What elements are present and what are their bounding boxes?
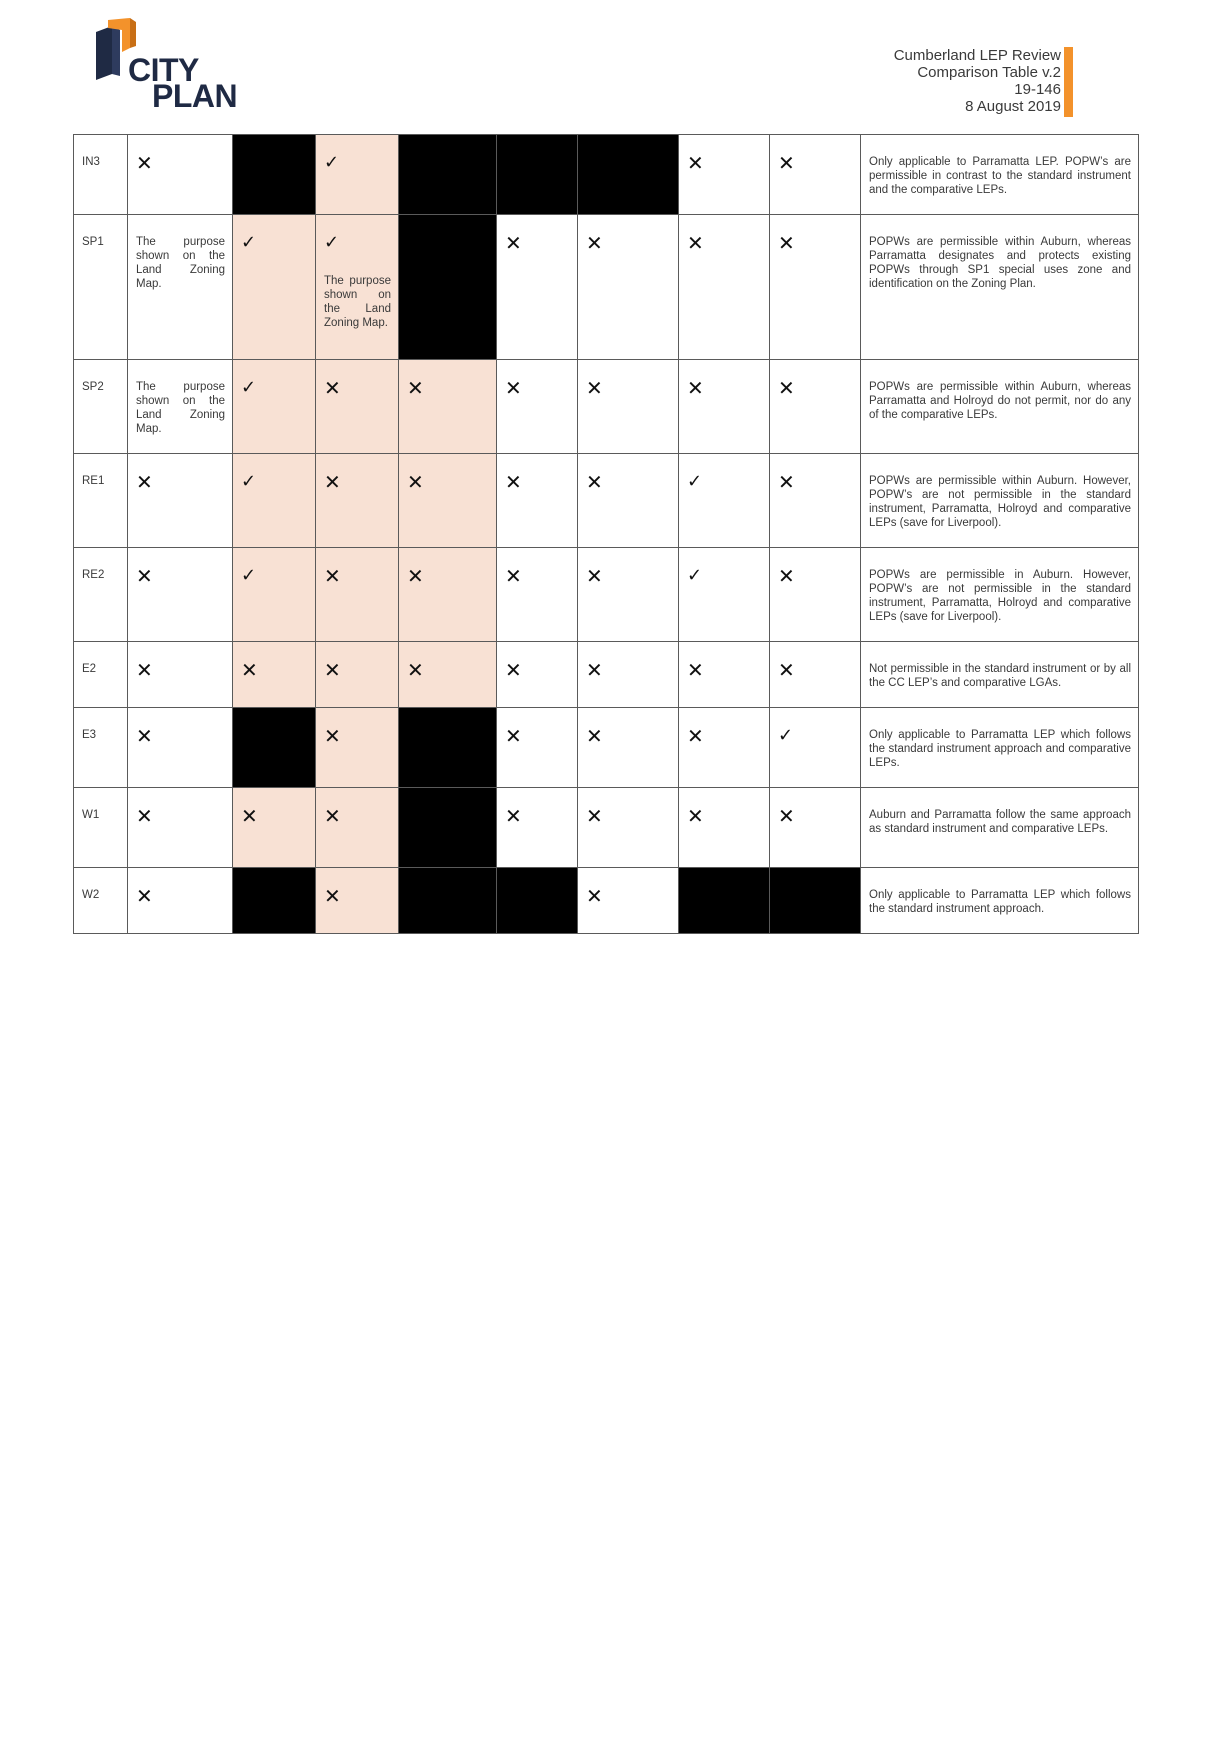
not-applicable-cell xyxy=(233,708,316,788)
document-header xyxy=(894,47,1061,115)
zone-code-cell: IN3 xyxy=(74,135,128,215)
not-applicable-cell xyxy=(770,868,861,934)
cross-icon: ✕ xyxy=(586,884,603,908)
cross-icon: ✕ xyxy=(324,724,341,748)
permissibility-cell xyxy=(399,360,497,454)
permissibility-cell xyxy=(128,868,233,934)
permissibility-cell xyxy=(679,135,770,215)
comment-cell: Only applicable to Parramatta LEP which follows the standard instrument approach. xyxy=(861,868,1139,934)
permissibility-cell xyxy=(679,454,770,548)
cross-icon: ✕ xyxy=(586,724,603,748)
cross-icon: ✕ xyxy=(687,376,704,400)
cross-icon: ✕ xyxy=(407,376,424,400)
cross-icon: ✕ xyxy=(324,884,341,908)
cross-icon: ✕ xyxy=(241,658,258,682)
permissibility-cell xyxy=(399,454,497,548)
cross-icon: ✕ xyxy=(586,470,603,494)
permissibility-cell xyxy=(128,454,233,548)
permissibility-cell xyxy=(128,788,233,868)
permissibility-cell xyxy=(316,454,399,548)
cross-icon: ✕ xyxy=(778,804,795,828)
permissibility-cell xyxy=(233,360,316,454)
not-applicable-cell xyxy=(233,868,316,934)
table-row xyxy=(74,135,1139,215)
not-applicable-cell xyxy=(497,868,578,934)
permissibility-cell xyxy=(316,135,399,215)
cross-icon: ✕ xyxy=(586,376,603,400)
cross-icon: ✕ xyxy=(136,470,153,494)
cross-icon: ✕ xyxy=(778,658,795,682)
comment-cell: Auburn and Parramatta follow the same approach as standard instrument and comparative LEPs. xyxy=(861,788,1139,868)
zone-code-cell: SP1 xyxy=(74,215,128,360)
zone-code-cell: RE2 xyxy=(74,548,128,642)
cross-icon: ✕ xyxy=(778,151,795,175)
cross-icon: ✕ xyxy=(687,231,704,255)
cross-icon: ✕ xyxy=(407,658,424,682)
cross-icon: ✕ xyxy=(324,804,341,828)
tick-icon: ✓ xyxy=(241,565,257,586)
cross-icon: ✕ xyxy=(136,804,153,828)
tick-icon: ✓ xyxy=(241,232,257,253)
permissibility-cell xyxy=(233,215,316,360)
cell-text: The purpose shown on the Land Zoning Map. xyxy=(324,275,391,329)
logo-word-city: CITY xyxy=(128,52,199,88)
zone-code-cell: W2 xyxy=(74,868,128,934)
permissibility-cell xyxy=(497,215,578,360)
table-row xyxy=(74,788,1139,868)
header-accent-bar xyxy=(1064,47,1073,117)
permissibility-cell xyxy=(128,548,233,642)
cross-icon: ✕ xyxy=(505,804,522,828)
permissibility-cell xyxy=(497,708,578,788)
tick-icon: ✓ xyxy=(687,565,703,586)
cross-icon: ✕ xyxy=(136,658,153,682)
permissibility-cell xyxy=(578,215,679,360)
permissibility-cell xyxy=(679,548,770,642)
cross-icon: ✕ xyxy=(407,470,424,494)
permissibility-cell xyxy=(679,642,770,708)
tick-icon: ✓ xyxy=(324,152,340,173)
permissibility-cell xyxy=(128,360,233,454)
cross-icon: ✕ xyxy=(505,564,522,588)
cross-icon: ✕ xyxy=(586,231,603,255)
permissibility-cell xyxy=(770,788,861,868)
not-applicable-cell xyxy=(399,708,497,788)
cross-icon: ✕ xyxy=(505,470,522,494)
cross-icon: ✕ xyxy=(136,724,153,748)
not-applicable-cell xyxy=(497,135,578,215)
permissibility-cell xyxy=(578,548,679,642)
table-row xyxy=(74,360,1139,454)
permissibility-cell xyxy=(233,788,316,868)
permissibility-cell xyxy=(316,788,399,868)
permissibility-cell xyxy=(578,788,679,868)
zone-code-cell: W1 xyxy=(74,788,128,868)
cross-icon: ✕ xyxy=(505,376,522,400)
permissibility-cell xyxy=(770,454,861,548)
table-row xyxy=(74,868,1139,934)
zone-code-cell: E3 xyxy=(74,708,128,788)
permissibility-cell xyxy=(770,215,861,360)
city-plan-logo xyxy=(90,18,250,114)
permissibility-cell xyxy=(316,708,399,788)
permissibility-cell xyxy=(578,708,679,788)
comment-cell: Only applicable to Parramatta LEP. POPW’s are permissible in contrast to the standard instrument and the comparative LEPs. xyxy=(861,135,1139,215)
cross-icon: ✕ xyxy=(778,470,795,494)
tick-icon: ✓ xyxy=(241,377,257,398)
permissibility-cell xyxy=(578,642,679,708)
tick-icon: ✓ xyxy=(778,725,794,746)
not-applicable-cell xyxy=(399,135,497,215)
permissibility-cell xyxy=(399,642,497,708)
not-applicable-cell xyxy=(399,868,497,934)
not-applicable-cell xyxy=(679,868,770,934)
permissibility-cell xyxy=(128,642,233,708)
permissibility-cell xyxy=(128,708,233,788)
not-applicable-cell xyxy=(399,788,497,868)
permissibility-cell xyxy=(233,548,316,642)
permissibility-cell xyxy=(316,868,399,934)
cross-icon: ✕ xyxy=(505,231,522,255)
cross-icon: ✕ xyxy=(324,470,341,494)
permissibility-cell xyxy=(770,548,861,642)
cross-icon: ✕ xyxy=(324,376,341,400)
tick-icon: ✓ xyxy=(687,471,703,492)
cross-icon: ✕ xyxy=(136,884,153,908)
cross-icon: ✕ xyxy=(407,564,424,588)
permissibility-cell xyxy=(497,360,578,454)
permissibility-cell xyxy=(399,548,497,642)
header-version: Comparison Table v.2 xyxy=(917,64,1061,81)
not-applicable-cell xyxy=(578,135,679,215)
permissibility-cell xyxy=(316,642,399,708)
permissibility-cell xyxy=(233,454,316,548)
cell-text: The purpose shown on the Land Zoning Map. xyxy=(136,381,225,435)
permissibility-cell xyxy=(128,135,233,215)
cross-icon: ✕ xyxy=(778,564,795,588)
header-reference: 19-146 xyxy=(1014,81,1061,98)
permissibility-cell xyxy=(770,135,861,215)
table-row xyxy=(74,454,1139,548)
cross-icon: ✕ xyxy=(687,804,704,828)
permissibility-cell xyxy=(316,360,399,454)
tick-icon: ✓ xyxy=(324,232,340,253)
zone-code-cell: E2 xyxy=(74,642,128,708)
cross-icon: ✕ xyxy=(586,804,603,828)
comment-cell: Not permissible in the standard instrument or by all the CC LEP’s and comparative LGAs. xyxy=(861,642,1139,708)
permissibility-cell xyxy=(233,642,316,708)
comment-cell: POPWs are permissible within Auburn, whereas Parramatta and Holroyd do not permit, nor do any of the comparative LEPs. xyxy=(861,360,1139,454)
comment-cell: POPWs are permissible within Auburn, whereas Parramatta designates and protects existing POPWs through SP1 special uses zone and identification on the Zoning Plan. xyxy=(861,215,1139,360)
comparison-table xyxy=(73,134,1139,934)
table-row xyxy=(74,642,1139,708)
cross-icon: ✕ xyxy=(136,564,153,588)
header-title: Cumberland LEP Review xyxy=(893,47,1061,64)
permissibility-cell xyxy=(316,548,399,642)
zone-code-cell: SP2 xyxy=(74,360,128,454)
permissibility-cell xyxy=(679,215,770,360)
permissibility-cell xyxy=(679,708,770,788)
cross-icon: ✕ xyxy=(586,564,603,588)
cell-text: The purpose shown on the Land Zoning Map. xyxy=(136,236,225,290)
permissibility-cell xyxy=(770,360,861,454)
comment-cell: POPWs are permissible within Auburn. However, POPW’s are not permissible in the standard instrument, Parramatta, Holroyd and comparative LEPs (save for Liverpool). xyxy=(861,454,1139,548)
cross-icon: ✕ xyxy=(324,658,341,682)
permissibility-cell xyxy=(679,360,770,454)
permissibility-cell xyxy=(497,642,578,708)
cross-icon: ✕ xyxy=(505,724,522,748)
table-row xyxy=(74,708,1139,788)
table-row xyxy=(74,215,1139,360)
permissibility-cell xyxy=(316,215,399,360)
cross-icon: ✕ xyxy=(324,564,341,588)
cross-icon: ✕ xyxy=(687,658,704,682)
tick-icon: ✓ xyxy=(241,471,257,492)
cross-icon: ✕ xyxy=(687,724,704,748)
zone-code-cell: RE1 xyxy=(74,454,128,548)
header-date: 8 August 2019 xyxy=(965,98,1061,115)
cross-icon: ✕ xyxy=(136,151,153,175)
cross-icon: ✕ xyxy=(241,804,258,828)
permissibility-cell xyxy=(578,868,679,934)
comment-cell: Only applicable to Parramatta LEP which follows the standard instrument approach and comparative LEPs. xyxy=(861,708,1139,788)
permissibility-cell xyxy=(497,454,578,548)
cross-icon: ✕ xyxy=(778,231,795,255)
permissibility-cell xyxy=(497,788,578,868)
permissibility-cell xyxy=(770,642,861,708)
permissibility-cell xyxy=(770,708,861,788)
permissibility-cell xyxy=(497,548,578,642)
not-applicable-cell xyxy=(399,215,497,360)
permissibility-cell xyxy=(128,215,233,360)
cross-icon: ✕ xyxy=(505,658,522,682)
cross-icon: ✕ xyxy=(586,658,603,682)
logo-word-plan: PLAN xyxy=(152,78,238,114)
cross-icon: ✕ xyxy=(778,376,795,400)
not-applicable-cell xyxy=(233,135,316,215)
cross-icon: ✕ xyxy=(687,151,704,175)
permissibility-cell xyxy=(578,454,679,548)
permissibility-cell xyxy=(578,360,679,454)
comment-cell: POPWs are permissible in Auburn. However, POPW’s are not permissible in the standard instrument, Parramatta, Holroyd and comparative LEPs (save for Liverpool). xyxy=(861,548,1139,642)
permissibility-cell xyxy=(679,788,770,868)
table-row xyxy=(74,548,1139,642)
